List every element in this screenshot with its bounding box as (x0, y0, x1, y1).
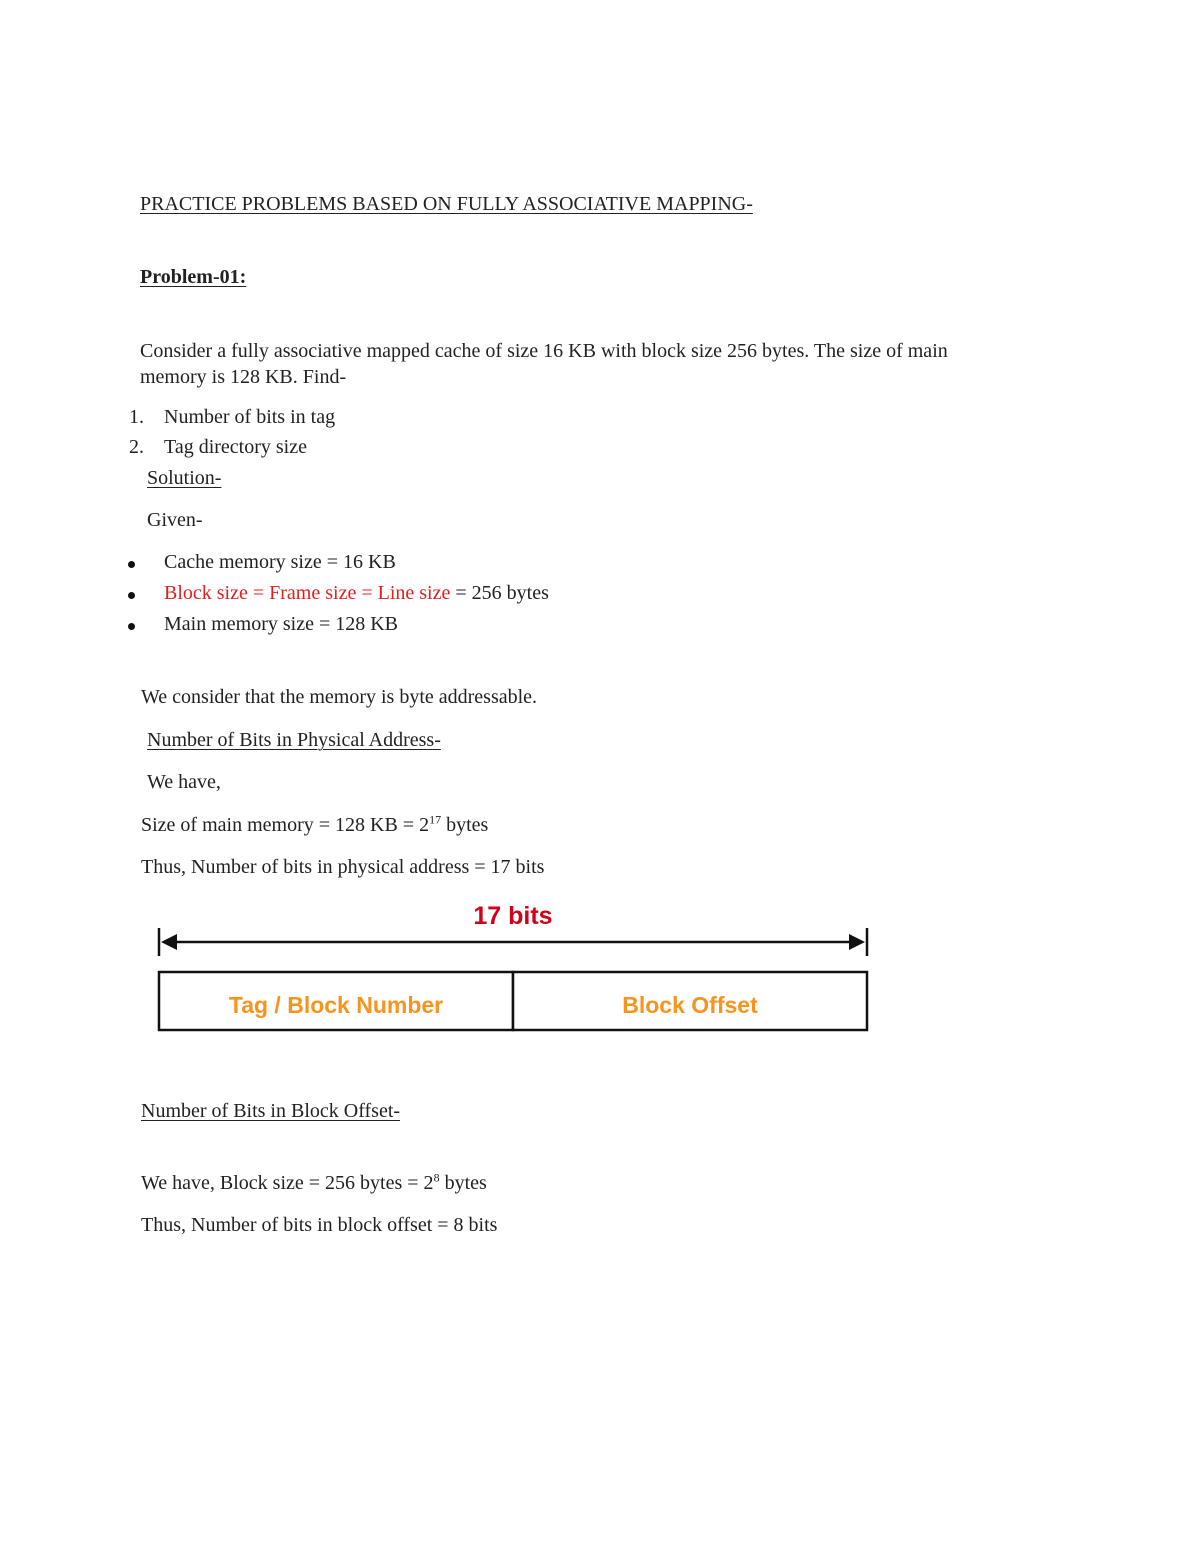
solution-label: Solution- (147, 467, 222, 489)
given-label: Given- (147, 509, 203, 531)
block-size-suffix: bytes (439, 1172, 487, 1194)
main-memory-size-suffix: bytes (441, 814, 489, 836)
question-2-number: 2. (129, 436, 144, 458)
problem-statement-line-1: Consider a fully associative mapped cache of size 16 KB with block size 256 bytes. The size of main (140, 340, 948, 362)
block-size-exponent: 8 (433, 1170, 440, 1185)
offset-field-label: Block Offset (622, 992, 758, 1018)
given-main-memory: Main memory size = 128 KB (164, 613, 399, 635)
given-cache-size: Cache memory size = 16 KB (164, 551, 396, 573)
arrow-left-head-icon (161, 934, 177, 950)
given-block-size-value: = 256 bytes (450, 582, 549, 604)
main-memory-exponent: 17 (429, 812, 442, 827)
problem-title: Problem-01: (140, 266, 247, 288)
question-2-text: Tag directory size (164, 436, 307, 458)
question-1-text: Number of bits in tag (164, 406, 336, 428)
question-1-number: 1. (129, 406, 144, 428)
byte-addressable-note: We consider that the memory is byte addressable. (141, 686, 538, 708)
arrow-right-head-icon (849, 934, 865, 950)
block-offset-heading: Number of Bits in Block Offset- (141, 1100, 401, 1122)
page-heading: PRACTICE PROBLEMS BASED ON FULLY ASSOCIATIVE MAPPING- (140, 193, 753, 215)
physical-address-bits: Thus, Number of bits in physical address = 17 bits (141, 856, 545, 878)
given-block-size-highlight: Block size = Frame size = Line size (164, 582, 451, 604)
we-have-text: We have, (147, 771, 221, 793)
physical-address-heading: Number of Bits in Physical Address- (147, 729, 441, 751)
problem-statement-line-2: memory is 128 KB. Find- (140, 366, 347, 388)
main-memory-size-prefix: Size of main memory = 128 KB = 2 (141, 814, 430, 836)
total-bits-label: 17 bits (473, 902, 553, 930)
block-size-line (141, 1172, 487, 1195)
tag-field-label: Tag / Block Number (228, 992, 444, 1018)
block-size-prefix: We have, Block size = 256 bytes = 2 (141, 1172, 434, 1194)
block-offset-bits: Thus, Number of bits in block offset = 8 bits (141, 1214, 498, 1236)
